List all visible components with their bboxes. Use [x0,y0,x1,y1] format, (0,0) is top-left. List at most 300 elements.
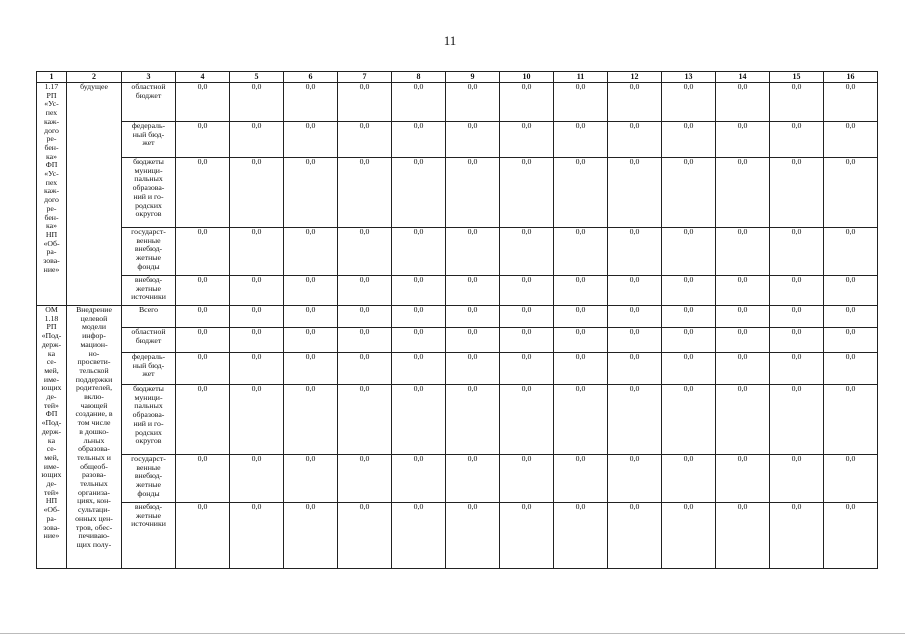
measure-code-cell-line: 1.17 [44,82,59,91]
value-cell: 0,0 [716,158,770,228]
column-header: 8 [392,72,446,83]
measure-name-cell-line: организа- [78,487,110,497]
column-header: 14 [716,72,770,83]
value-cell: 0,0 [716,276,770,306]
funding-source-cell-line: венные [136,235,161,245]
column-header: 12 [608,72,662,83]
value-cell: 0,0 [230,122,284,158]
value-cell: 0,0 [500,385,554,455]
measure-code-cell [37,83,67,306]
value-cell: 0,0 [500,228,554,276]
measure-name-cell-line: разова- [82,470,106,480]
value-cell: 0,0 [824,503,878,569]
funding-source-cell-line: Всего [138,305,159,314]
measure-name-cell-line: льных [83,435,105,445]
funding-source-cell-line: муници- [134,392,163,402]
measure-name-cell-line: модели [81,322,107,332]
value-cell: 0,0 [176,306,230,328]
value-cell: 0,0 [770,306,824,328]
value-cell: 0,0 [176,228,230,276]
measure-code-cell-line: НП [45,496,58,506]
funding-source-cell-line: фонды [137,261,160,271]
funding-source-cell-line: источники [131,292,166,302]
funding-source-cell-line: бюджет [135,90,162,100]
measure-name-cell-line: том числе [77,418,111,428]
value-cell: 0,0 [230,158,284,228]
funding-source-cell-line: внебюд- [134,471,163,481]
measure-code-cell-line: «Об- [43,505,60,515]
measure-code-cell-line: «Ус- [44,99,59,109]
value-cell: 0,0 [338,353,392,385]
value-cell: 0,0 [392,503,446,569]
measure-name-cell-line: инфор- [82,331,106,341]
value-cell: 0,0 [554,328,608,353]
funding-source-cell-line: фонды [137,488,160,498]
value-cell: 0,0 [176,503,230,569]
measure-code-cell-line: мей, [44,365,59,375]
value-cell: 0,0 [176,455,230,503]
value-cell: 0,0 [554,122,608,158]
funding-source-cell-line: жетные [135,253,162,263]
funding-source-cell-line: жетные [135,480,162,490]
value-cell: 0,0 [392,276,446,306]
funding-source-cell-line: ний и го- [133,191,164,201]
measure-code-cell-line: «Ус- [44,169,59,179]
column-header: 9 [446,72,500,83]
value-cell: 0,0 [284,83,338,122]
funding-source-cell-line: федераль- [131,352,166,361]
table-row [37,83,878,122]
column-header: 13 [662,72,716,83]
funding-source-cell-line: бюджеты [133,384,164,393]
value-cell: 0,0 [230,83,284,122]
funding-source-cell-line: внебюд- [134,275,163,284]
value-cell: 0,0 [608,455,662,503]
value-cell: 0,0 [716,306,770,328]
value-cell: 0,0 [662,158,716,228]
measure-code-cell-line: се- [46,357,57,367]
value-cell: 0,0 [338,122,392,158]
value-cell: 0,0 [446,353,500,385]
value-cell: 0,0 [500,276,554,306]
value-cell: 0,0 [446,306,500,328]
value-cell: 0,0 [824,158,878,228]
value-cell: 0,0 [662,385,716,455]
funding-source-cell-line: внебюд- [134,502,163,511]
funding-source-cell-line: бюджет [135,335,162,345]
measure-name-cell-line: чающей [80,400,108,410]
funding-source-cell-line: ный бюд- [132,129,165,139]
value-cell: 0,0 [176,276,230,306]
funding-source-cell-line: жет [142,369,155,379]
measure-code-cell-line: ющих [41,383,62,393]
funding-source-cell [122,503,176,569]
value-cell: 0,0 [500,353,554,385]
funding-source-cell-line: жетные [135,283,162,293]
value-cell: 0,0 [392,385,446,455]
value-cell: 0,0 [338,503,392,569]
funding-source-cell-line: образова- [132,410,165,420]
funding-source-cell [122,276,176,306]
value-cell: 0,0 [608,353,662,385]
value-cell: 0,0 [230,353,284,385]
value-cell: 0,0 [824,455,878,503]
value-cell: 0,0 [608,158,662,228]
value-cell: 0,0 [662,228,716,276]
value-cell: 0,0 [446,158,500,228]
measure-code-cell-line: ФП [45,409,58,419]
value-cell: 0,0 [284,455,338,503]
measure-name-cell [67,83,122,306]
column-header: 4 [176,72,230,83]
funding-source-cell-line: государст- [131,454,166,463]
value-cell: 0,0 [770,158,824,228]
measure-code-cell-line: бен- [44,142,59,152]
measure-code-cell-line: де- [46,392,57,402]
value-cell: 0,0 [716,328,770,353]
measure-name-cell [67,306,122,569]
value-cell: 0,0 [446,328,500,353]
value-cell: 0,0 [824,353,878,385]
column-header-row [37,72,878,83]
column-header: 6 [284,72,338,83]
value-cell: 0,0 [392,455,446,503]
value-cell: 0,0 [230,328,284,353]
value-cell: 0,0 [500,83,554,122]
funding-source-cell-line: венные [136,462,161,472]
measure-code-cell-line: каж- [43,116,60,126]
column-header: 15 [770,72,824,83]
measure-name-cell-line: щих полу- [76,539,112,549]
value-cell: 0,0 [716,228,770,276]
table-row [37,276,878,306]
value-cell: 0,0 [392,328,446,353]
measure-name-cell-line: тельской [79,365,109,375]
value-cell: 0,0 [662,83,716,122]
measure-code-cell-line: каж- [43,186,60,196]
value-cell: 0,0 [608,328,662,353]
value-cell: 0,0 [608,83,662,122]
measure-name-cell-line: общеоб- [80,461,108,471]
column-header: 2 [67,72,122,83]
measure-code-cell-line: ние» [43,264,60,274]
measure-name-cell-line: образова- [78,444,110,454]
value-cell: 0,0 [500,122,554,158]
table-row [37,385,878,455]
value-cell: 0,0 [338,83,392,122]
funding-source-cell-line: округов [135,436,162,446]
value-cell: 0,0 [230,455,284,503]
funding-source-cell-line: округов [135,209,162,219]
value-cell: 0,0 [716,385,770,455]
value-cell: 0,0 [770,228,824,276]
measure-code-cell-line: име- [43,374,60,384]
funding-source-cell-line: ный бюд- [132,360,165,370]
value-cell: 0,0 [824,328,878,353]
measure-code-cell-line: ка [47,435,56,445]
measure-code-cell-line: се- [46,444,57,454]
value-cell: 0,0 [662,503,716,569]
value-cell: 0,0 [230,385,284,455]
measure-code-cell-line: ра- [46,513,57,523]
column-header: 1 [37,72,67,83]
funding-source-cell-line: образова- [132,183,165,193]
column-header: 16 [824,72,878,83]
value-cell: 0,0 [446,228,500,276]
value-cell: 0,0 [500,158,554,228]
funding-source-cell-line: пальных [134,401,163,411]
measure-code-cell-line: НП [45,229,58,239]
value-cell: 0,0 [608,306,662,328]
measure-code-cell-line: бен- [44,212,59,222]
value-cell: 0,0 [716,503,770,569]
measure-name-cell-line: тров, обес- [75,522,113,532]
measure-code-cell-line: ре- [46,134,57,144]
value-cell: 0,0 [230,503,284,569]
value-cell: 0,0 [824,276,878,306]
value-cell: 0,0 [554,353,608,385]
value-cell: 0,0 [392,228,446,276]
measure-code-cell-line: «Под- [41,418,62,428]
funding-source-cell-line: областной [131,327,166,336]
table-row [37,353,878,385]
value-cell: 0,0 [554,158,608,228]
value-cell: 0,0 [284,328,338,353]
value-cell: 0,0 [500,306,554,328]
measure-code-cell-line: тей» [44,400,59,410]
measure-name-cell-line: циях, кон- [77,496,111,506]
measure-code-cell-line: 1.18 [44,313,59,323]
measure-code-cell-line: «Об- [43,238,60,248]
value-cell: 0,0 [716,353,770,385]
value-cell: 0,0 [284,503,338,569]
value-cell: 0,0 [608,122,662,158]
value-cell: 0,0 [500,328,554,353]
funding-source-cell [122,353,176,385]
measure-code-cell-line: пех [45,177,58,187]
value-cell: 0,0 [824,306,878,328]
measure-code-cell-line: РП [46,90,57,100]
value-cell: 0,0 [770,455,824,503]
funding-source-cell [122,385,176,455]
column-header: 7 [338,72,392,83]
value-cell: 0,0 [500,503,554,569]
funding-source-cell-line: бюджеты [133,157,164,166]
measure-name-cell-line: родителей, [75,383,113,393]
value-cell: 0,0 [338,385,392,455]
value-cell: 0,0 [716,122,770,158]
column-header: 5 [230,72,284,83]
value-cell: 0,0 [230,306,284,328]
value-cell: 0,0 [770,353,824,385]
measure-name-cell-line: вклю- [84,392,104,402]
value-cell: 0,0 [608,276,662,306]
value-cell: 0,0 [446,276,500,306]
value-cell: 0,0 [608,503,662,569]
value-cell: 0,0 [554,83,608,122]
funding-source-cell [122,328,176,353]
value-cell: 0,0 [554,228,608,276]
budget-table [36,71,878,569]
table-row [37,122,878,158]
table-row [37,503,878,569]
value-cell: 0,0 [716,83,770,122]
value-cell: 0,0 [500,455,554,503]
value-cell: 0,0 [824,228,878,276]
table-row [37,228,878,276]
measure-code-cell-line: ФП [45,160,58,170]
measure-code-cell-line: пех [45,108,58,118]
value-cell: 0,0 [662,328,716,353]
value-cell: 0,0 [338,455,392,503]
measure-code-cell-line: ющих [41,470,62,480]
value-cell: 0,0 [338,228,392,276]
funding-source-cell-line: жетные [135,510,162,520]
funding-source-cell-line: ний и го- [133,418,164,428]
value-cell: 0,0 [392,122,446,158]
measure-code-cell-line: тей» [44,487,59,497]
value-cell: 0,0 [608,385,662,455]
value-cell: 0,0 [770,122,824,158]
funding-source-cell-line: федераль- [131,121,166,130]
funding-source-cell [122,455,176,503]
measure-code-cell [37,306,67,569]
value-cell: 0,0 [284,306,338,328]
measure-code-cell-line: ре- [46,203,57,213]
value-cell: 0,0 [770,83,824,122]
value-cell: 0,0 [176,353,230,385]
value-cell: 0,0 [176,122,230,158]
value-cell: 0,0 [230,276,284,306]
measure-code-cell-line: РП [46,322,57,332]
funding-source-cell-line: внебюд- [134,244,163,254]
funding-source-cell [122,158,176,228]
value-cell: 0,0 [284,385,338,455]
value-cell: 0,0 [176,83,230,122]
page-number: 11 [443,33,457,48]
value-cell: 0,0 [284,228,338,276]
funding-source-cell-line: источники [131,519,166,529]
measure-code-cell-line: ка» [45,221,58,231]
column-header: 3 [122,72,176,83]
measure-name-cell-line: онных цен- [75,513,113,523]
value-cell: 0,0 [338,276,392,306]
funding-source-cell-line: жет [142,138,155,148]
measure-code-cell-line: ра- [46,247,57,257]
measure-name-cell-line: целевой [80,313,108,323]
value-cell: 0,0 [662,455,716,503]
measure-code-cell-line: дого [44,125,59,135]
measure-name-cell-line: Внедрение [76,305,112,314]
value-cell: 0,0 [230,228,284,276]
value-cell: 0,0 [446,83,500,122]
measure-name-cell-line: в дошко- [79,426,109,436]
funding-source-cell-line: областной [131,82,166,91]
measure-name-cell-line: тельных [80,479,108,489]
measure-name-cell-line: мацион- [80,339,108,349]
measure-code-cell-line: зова- [43,522,60,532]
column-header: 10 [500,72,554,83]
value-cell: 0,0 [284,276,338,306]
value-cell: 0,0 [392,306,446,328]
value-cell: 0,0 [446,385,500,455]
value-cell: 0,0 [770,328,824,353]
value-cell: 0,0 [446,122,500,158]
measure-name-cell-line: сультаци- [78,505,110,515]
table-row [37,306,878,328]
measure-name-cell-line: создание, в [75,409,113,419]
table-row [37,455,878,503]
value-cell: 0,0 [662,276,716,306]
funding-source-cell-line: родских [135,200,162,210]
value-cell: 0,0 [446,503,500,569]
measure-name-cell-line: просвети- [77,357,111,367]
page-bottom-line [0,633,905,634]
measure-code-cell-line: зова- [43,256,60,266]
value-cell: 0,0 [176,385,230,455]
value-cell: 0,0 [284,158,338,228]
value-cell: 0,0 [770,276,824,306]
column-header: 11 [554,72,608,83]
measure-code-cell-line: держ- [41,426,62,436]
value-cell: 0,0 [662,306,716,328]
funding-source-cell [122,83,176,122]
value-cell: 0,0 [554,385,608,455]
measure-code-cell-line: «Под- [41,331,62,341]
value-cell: 0,0 [176,328,230,353]
measure-name-cell-line: поддержки [75,374,113,384]
measure-name-cell-line: но- [88,348,100,358]
value-cell: 0,0 [554,503,608,569]
value-cell: 0,0 [392,353,446,385]
value-cell: 0,0 [824,83,878,122]
measure-code-cell-line: ОМ [45,305,58,314]
funding-source-cell-line: муници- [134,165,163,175]
value-cell: 0,0 [392,83,446,122]
measure-code-cell-line: держ- [41,339,62,349]
value-cell: 0,0 [284,122,338,158]
measure-code-cell-line: ка» [45,151,58,161]
value-cell: 0,0 [770,503,824,569]
funding-source-cell-line: пальных [134,174,163,184]
measure-code-cell-line: дого [44,195,59,205]
table-row [37,158,878,228]
value-cell: 0,0 [338,306,392,328]
value-cell: 0,0 [770,385,824,455]
value-cell: 0,0 [824,122,878,158]
measure-name-cell-line: печиваю- [78,531,110,541]
table-row [37,328,878,353]
value-cell: 0,0 [608,228,662,276]
value-cell: 0,0 [284,353,338,385]
value-cell: 0,0 [662,353,716,385]
value-cell: 0,0 [554,306,608,328]
measure-code-cell-line: ка [47,348,56,358]
measure-code-cell-line: ние» [43,531,60,541]
value-cell: 0,0 [338,328,392,353]
funding-source-cell-line: государст- [131,227,166,236]
funding-source-cell-line: родских [135,427,162,437]
measure-name-cell-line: будущее [80,82,108,91]
value-cell: 0,0 [554,276,608,306]
measure-code-cell-line: мей, [44,452,59,462]
funding-source-cell [122,122,176,158]
value-cell: 0,0 [338,158,392,228]
value-cell: 0,0 [392,158,446,228]
measure-name-cell-line: тельных и [77,452,111,462]
measure-code-cell-line: де- [46,479,57,489]
funding-source-cell [122,306,176,328]
